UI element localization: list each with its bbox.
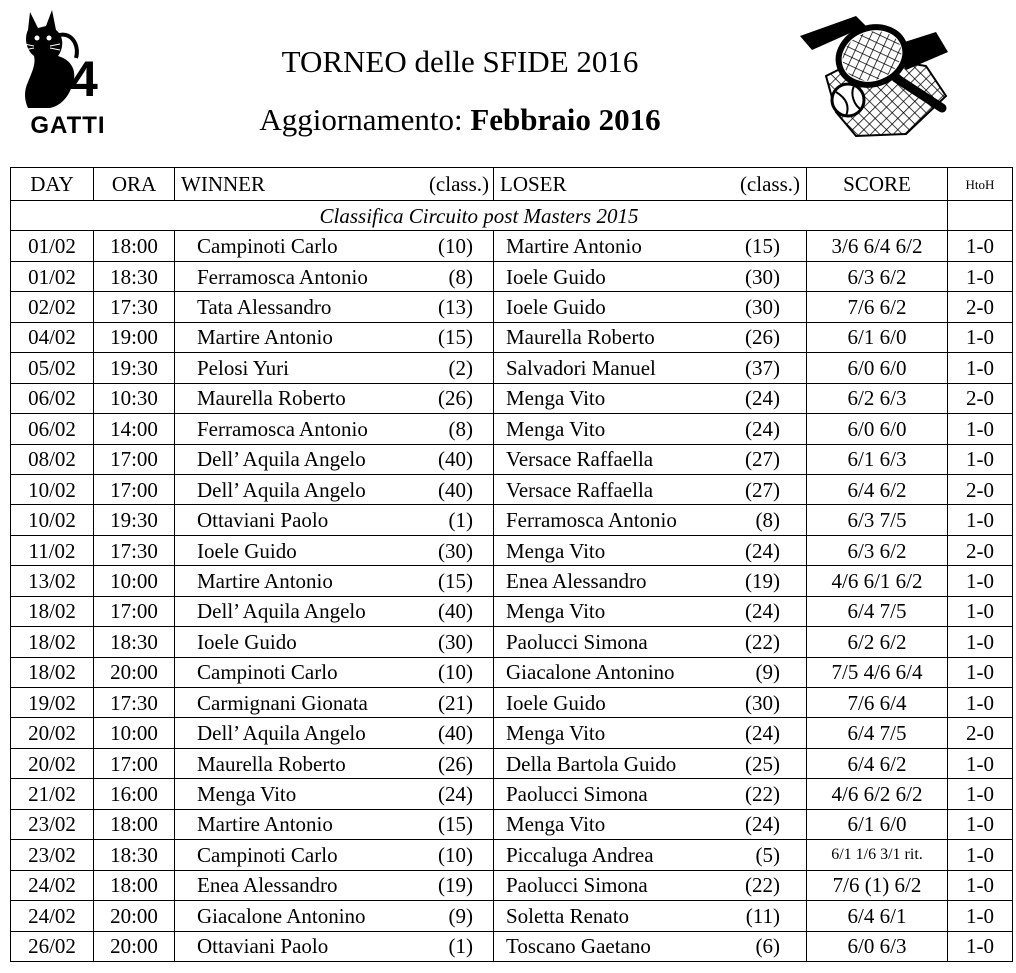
loser-name: Ferramosca Antonio	[506, 508, 677, 533]
table-row	[11, 627, 1013, 657]
table-row	[11, 809, 1013, 839]
day-cell: 26/02	[11, 931, 94, 961]
loser-name: Piccaluga Andrea	[506, 842, 654, 867]
winner-cell	[175, 535, 494, 565]
winner-cell	[175, 292, 494, 322]
table-row	[11, 931, 1013, 961]
time-cell: 18:30	[94, 261, 175, 291]
winner-name: Carmignani Gionata	[197, 690, 368, 715]
loser-rank: (26)	[745, 325, 780, 350]
time-cell: 10:30	[94, 383, 175, 413]
subtitle-prefix: Aggiornamento:	[259, 102, 471, 137]
time-cell: 14:00	[94, 414, 175, 444]
htoh-cell: 1-0	[948, 322, 1013, 352]
winner-name: Campinoti Carlo	[197, 234, 338, 259]
winner-rank: (1)	[448, 508, 473, 533]
table-header-row	[11, 168, 1013, 201]
htoh-cell: 1-0	[948, 870, 1013, 900]
loser-class-label: (class.)	[739, 172, 800, 196]
winner-cell	[175, 931, 494, 961]
loser-rank: (9)	[755, 660, 780, 685]
loser-name: Enea Alessandro	[506, 568, 647, 593]
score-cell: 6/4 6/2	[807, 474, 948, 504]
loser-name: Giacalone Antonino	[506, 660, 675, 685]
day-cell: 06/02	[11, 414, 94, 444]
score-cell: 6/0 6/3	[807, 931, 948, 961]
loser-cell	[494, 748, 807, 778]
winner-rank: (10)	[438, 842, 473, 867]
table-row	[11, 779, 1013, 809]
loser-rank: (30)	[745, 690, 780, 715]
loser-cell	[494, 322, 807, 352]
day-cell: 18/02	[11, 596, 94, 626]
score-cell: 7/6 6/4	[807, 688, 948, 718]
winner-cell	[175, 474, 494, 504]
htoh-cell: 1-0	[948, 809, 1013, 839]
winner-name: Ottaviani Paolo	[197, 934, 329, 959]
col-ora-header: ORA	[94, 168, 175, 201]
loser-rank: (24)	[745, 812, 780, 837]
time-cell: 18:30	[94, 627, 175, 657]
table-row	[11, 870, 1013, 900]
winner-name: Ioele Guido	[197, 629, 297, 654]
table-row	[11, 596, 1013, 626]
time-cell: 20:00	[94, 657, 175, 687]
loser-cell	[494, 231, 807, 261]
winner-cell	[175, 627, 494, 657]
winner-name: Maurella Roberto	[197, 386, 346, 411]
table-row	[11, 840, 1013, 870]
htoh-cell: 1-0	[948, 596, 1013, 626]
logo-brand-text: GATTI	[30, 112, 106, 139]
day-cell: 20/02	[11, 718, 94, 748]
loser-rank: (22)	[745, 629, 780, 654]
htoh-cell: 1-0	[948, 505, 1013, 535]
score-cell: 7/6 6/2	[807, 292, 948, 322]
loser-label: LOSER	[500, 172, 567, 196]
table-row	[11, 474, 1013, 504]
loser-cell	[494, 840, 807, 870]
winner-rank: (8)	[448, 264, 473, 289]
day-cell: 10/02	[11, 505, 94, 535]
winner-cell	[175, 353, 494, 383]
day-cell: 24/02	[11, 870, 94, 900]
winner-cell	[175, 779, 494, 809]
winner-name: Ottaviani Paolo	[197, 508, 329, 533]
loser-rank: (27)	[745, 447, 780, 472]
loser-name: Toscano Gaetano	[506, 934, 651, 959]
score-cell: 6/3 7/5	[807, 505, 948, 535]
winner-cell	[175, 901, 494, 931]
loser-name: Paolucci Simona	[506, 873, 648, 898]
day-cell: 23/02	[11, 840, 94, 870]
winner-name: Dell’ Aquila Angelo	[197, 447, 366, 472]
loser-name: Ioele Guido	[506, 295, 606, 320]
score-cell: 6/1 6/0	[807, 809, 948, 839]
table-row	[11, 322, 1013, 352]
loser-cell	[494, 718, 807, 748]
day-cell: 04/02	[11, 322, 94, 352]
htoh-cell: 1-0	[948, 657, 1013, 687]
winner-rank: (21)	[438, 690, 473, 715]
time-cell: 17:30	[94, 535, 175, 565]
day-cell: 02/02	[11, 292, 94, 322]
htoh-cell: 2-0	[948, 718, 1013, 748]
loser-name: Ioele Guido	[506, 264, 606, 289]
day-cell: 10/02	[11, 474, 94, 504]
winner-name: Enea Alessandro	[197, 873, 338, 898]
time-cell: 17:30	[94, 292, 175, 322]
time-cell: 16:00	[94, 779, 175, 809]
loser-cell	[494, 901, 807, 931]
score-cell: 6/4 7/5	[807, 596, 948, 626]
day-cell: 06/02	[11, 383, 94, 413]
htoh-cell: 1-0	[948, 627, 1013, 657]
loser-name: Paolucci Simona	[506, 782, 648, 807]
loser-cell	[494, 383, 807, 413]
score-cell: 4/6 6/1 6/2	[807, 566, 948, 596]
loser-name: Maurella Roberto	[506, 325, 655, 350]
htoh-cell: 1-0	[948, 779, 1013, 809]
winner-rank: (24)	[438, 782, 473, 807]
winner-name: Tata Alessandro	[197, 295, 332, 320]
time-cell: 17:00	[94, 444, 175, 474]
score-cell: 6/0 6/0	[807, 414, 948, 444]
winner-rank: (1)	[448, 934, 473, 959]
table-row	[11, 444, 1013, 474]
loser-rank: (24)	[745, 416, 780, 441]
time-cell: 19:00	[94, 322, 175, 352]
loser-name: Menga Vito	[506, 386, 606, 411]
winner-class-label: (class.)	[428, 172, 489, 196]
time-cell: 10:00	[94, 718, 175, 748]
score-cell: 7/6 (1) 6/2	[807, 870, 948, 900]
loser-cell	[494, 535, 807, 565]
time-cell: 19:30	[94, 353, 175, 383]
htoh-cell: 2-0	[948, 474, 1013, 504]
table-row	[11, 383, 1013, 413]
loser-name: Menga Vito	[506, 416, 606, 441]
loser-rank: (30)	[745, 264, 780, 289]
day-cell: 13/02	[11, 566, 94, 596]
time-cell: 17:00	[94, 474, 175, 504]
section-row	[11, 201, 1013, 231]
day-cell: 24/02	[11, 901, 94, 931]
loser-name: Versace Raffaella	[506, 447, 654, 472]
winner-rank: (2)	[448, 355, 473, 380]
score-cell: 6/4 6/1	[807, 901, 948, 931]
winner-rank: (19)	[438, 873, 473, 898]
winner-name: Dell’ Aquila Angelo	[197, 721, 366, 746]
loser-cell	[494, 627, 807, 657]
loser-name: Salvadori Manuel	[506, 355, 656, 380]
loser-name: Paolucci Simona	[506, 629, 648, 654]
winner-name: Ioele Guido	[197, 538, 297, 563]
loser-cell	[494, 292, 807, 322]
loser-cell	[494, 566, 807, 596]
time-cell: 18:00	[94, 809, 175, 839]
results-table	[10, 167, 1013, 962]
score-cell: 3/6 6/4 6/2	[807, 231, 948, 261]
winner-rank: (13)	[438, 295, 473, 320]
loser-rank: (22)	[745, 782, 780, 807]
time-cell: 18:30	[94, 840, 175, 870]
day-cell: 23/02	[11, 809, 94, 839]
loser-name: Menga Vito	[506, 721, 606, 746]
score-cell: 7/5 4/6 6/4	[807, 657, 948, 687]
table-row	[11, 657, 1013, 687]
loser-rank: (11)	[745, 903, 780, 928]
day-cell: 20/02	[11, 748, 94, 778]
logo-4-gatti	[16, 6, 120, 138]
loser-rank: (24)	[745, 386, 780, 411]
winner-rank: (15)	[438, 812, 473, 837]
loser-cell	[494, 688, 807, 718]
loser-cell	[494, 444, 807, 474]
winner-rank: (40)	[438, 477, 473, 502]
winner-name: Martire Antonio	[197, 812, 333, 837]
winner-name: Campinoti Carlo	[197, 660, 338, 685]
col-htoh-header: HtoH	[948, 168, 1013, 201]
table-row	[11, 505, 1013, 535]
htoh-cell: 1-0	[948, 688, 1013, 718]
time-cell: 20:00	[94, 901, 175, 931]
htoh-cell: 1-0	[948, 748, 1013, 778]
score-cell: 6/0 6/0	[807, 353, 948, 383]
time-cell: 18:00	[94, 870, 175, 900]
winner-name: Dell’ Aquila Angelo	[197, 599, 366, 624]
loser-rank: (24)	[745, 538, 780, 563]
winner-name: Pelosi Yuri	[197, 355, 289, 380]
time-cell: 18:00	[94, 231, 175, 261]
loser-cell	[494, 596, 807, 626]
loser-rank: (22)	[745, 873, 780, 898]
htoh-cell: 1-0	[948, 414, 1013, 444]
loser-name: Menga Vito	[506, 599, 606, 624]
winner-rank: (40)	[438, 447, 473, 472]
winner-cell	[175, 840, 494, 870]
score-cell: 6/2 6/3	[807, 383, 948, 413]
loser-rank: (37)	[745, 355, 780, 380]
table-row	[11, 353, 1013, 383]
col-day-header: DAY	[11, 168, 94, 201]
winner-cell	[175, 748, 494, 778]
loser-rank: (27)	[745, 477, 780, 502]
score-cell: 6/1 6/3	[807, 444, 948, 474]
winner-cell	[175, 657, 494, 687]
htoh-cell: 1-0	[948, 840, 1013, 870]
winner-rank: (26)	[438, 751, 473, 776]
cat-icon	[20, 6, 118, 112]
score-cell: 6/3 6/2	[807, 535, 948, 565]
table-row	[11, 566, 1013, 596]
loser-name: Martire Antonio	[506, 234, 642, 259]
winner-cell	[175, 688, 494, 718]
col-winner-header	[175, 168, 494, 201]
winner-rank: (10)	[438, 660, 473, 685]
time-cell: 19:30	[94, 505, 175, 535]
htoh-cell: 1-0	[948, 444, 1013, 474]
winner-rank: (30)	[438, 629, 473, 654]
loser-cell	[494, 809, 807, 839]
winner-rank: (9)	[448, 903, 473, 928]
winner-name: Dell’ Aquila Angelo	[197, 477, 366, 502]
time-cell: 17:00	[94, 596, 175, 626]
day-cell: 01/02	[11, 261, 94, 291]
loser-name: Soletta Renato	[506, 903, 630, 928]
loser-name: Menga Vito	[506, 812, 606, 837]
day-cell: 01/02	[11, 231, 94, 261]
col-score-header: SCORE	[807, 168, 948, 201]
section-blank-cell	[948, 201, 1013, 231]
loser-cell	[494, 261, 807, 291]
section-title: Classifica Circuito post Masters 2015	[11, 201, 948, 231]
day-cell: 21/02	[11, 779, 94, 809]
winner-name: Martire Antonio	[197, 325, 333, 350]
subtitle-date: Febbraio 2016	[470, 102, 661, 137]
winner-name: Martire Antonio	[197, 568, 333, 593]
loser-name: Della Bartola Guido	[506, 751, 677, 776]
loser-rank: (24)	[745, 599, 780, 624]
loser-cell	[494, 779, 807, 809]
table-row	[11, 748, 1013, 778]
winner-name: Maurella Roberto	[197, 751, 346, 776]
winner-rank: (40)	[438, 721, 473, 746]
col-loser-header	[494, 168, 807, 201]
table-row	[11, 261, 1013, 291]
score-cell: 6/1 1/6 3/1 rit.	[807, 840, 948, 870]
htoh-cell: 2-0	[948, 292, 1013, 322]
loser-rank: (15)	[745, 234, 780, 259]
loser-rank: (24)	[745, 721, 780, 746]
winner-rank: (40)	[438, 599, 473, 624]
time-cell: 17:00	[94, 748, 175, 778]
winner-name: Giacalone Antonino	[197, 903, 366, 928]
winner-cell	[175, 596, 494, 626]
loser-rank: (19)	[745, 568, 780, 593]
score-cell: 6/3 6/2	[807, 261, 948, 291]
table-row	[11, 718, 1013, 748]
table-row	[11, 414, 1013, 444]
loser-name: Versace Raffaella	[506, 477, 654, 502]
table-row	[11, 535, 1013, 565]
score-cell: 6/2 6/2	[807, 627, 948, 657]
htoh-cell: 2-0	[948, 535, 1013, 565]
winner-cell	[175, 718, 494, 748]
winner-name: Campinoti Carlo	[197, 842, 338, 867]
loser-rank: (8)	[755, 508, 780, 533]
winner-cell	[175, 231, 494, 261]
table-row	[11, 901, 1013, 931]
loser-name: Ioele Guido	[506, 690, 606, 715]
htoh-cell: 2-0	[948, 383, 1013, 413]
winner-name: Ferramosca Antonio	[197, 264, 368, 289]
day-cell: 05/02	[11, 353, 94, 383]
winner-cell	[175, 444, 494, 474]
score-cell: 4/6 6/2 6/2	[807, 779, 948, 809]
winner-rank: (15)	[438, 568, 473, 593]
loser-cell	[494, 931, 807, 961]
score-cell: 6/4 7/5	[807, 718, 948, 748]
winner-cell	[175, 870, 494, 900]
winner-cell	[175, 261, 494, 291]
htoh-cell: 1-0	[948, 231, 1013, 261]
htoh-cell: 1-0	[948, 353, 1013, 383]
table-row	[11, 688, 1013, 718]
time-cell: 20:00	[94, 931, 175, 961]
loser-cell	[494, 505, 807, 535]
loser-name: Menga Vito	[506, 538, 606, 563]
htoh-cell: 1-0	[948, 566, 1013, 596]
winner-cell	[175, 383, 494, 413]
winner-label: WINNER	[181, 172, 265, 196]
winner-cell	[175, 414, 494, 444]
winner-cell	[175, 809, 494, 839]
day-cell: 08/02	[11, 444, 94, 474]
loser-cell	[494, 870, 807, 900]
winner-rank: (30)	[438, 538, 473, 563]
day-cell: 18/02	[11, 627, 94, 657]
day-cell: 19/02	[11, 688, 94, 718]
winner-rank: (15)	[438, 325, 473, 350]
score-cell: 6/1 6/0	[807, 322, 948, 352]
loser-cell	[494, 353, 807, 383]
tennis-logo	[796, 16, 952, 140]
winner-name: Menga Vito	[197, 782, 297, 807]
page-subtitle	[180, 102, 740, 138]
loser-rank: (30)	[745, 295, 780, 320]
htoh-cell: 1-0	[948, 931, 1013, 961]
winner-cell	[175, 566, 494, 596]
winner-name: Ferramosca Antonio	[197, 416, 368, 441]
loser-cell	[494, 474, 807, 504]
page-title: TORNEO delle SFIDE 2016	[281, 44, 639, 79]
winner-cell	[175, 505, 494, 535]
logo-number: 4	[70, 51, 98, 107]
htoh-cell: 1-0	[948, 901, 1013, 931]
winner-rank: (26)	[438, 386, 473, 411]
winner-rank: (10)	[438, 234, 473, 259]
table-row	[11, 292, 1013, 322]
loser-rank: (5)	[755, 842, 780, 867]
loser-cell	[494, 657, 807, 687]
table-row	[11, 231, 1013, 261]
score-cell: 6/4 6/2	[807, 748, 948, 778]
winner-cell	[175, 322, 494, 352]
tennis-racket-icon	[796, 16, 952, 140]
loser-cell	[494, 414, 807, 444]
day-cell: 18/02	[11, 657, 94, 687]
time-cell: 10:00	[94, 566, 175, 596]
loser-rank: (25)	[745, 751, 780, 776]
winner-rank: (8)	[448, 416, 473, 441]
loser-rank: (6)	[755, 934, 780, 959]
htoh-cell: 1-0	[948, 261, 1013, 291]
day-cell: 11/02	[11, 535, 94, 565]
time-cell: 17:30	[94, 688, 175, 718]
